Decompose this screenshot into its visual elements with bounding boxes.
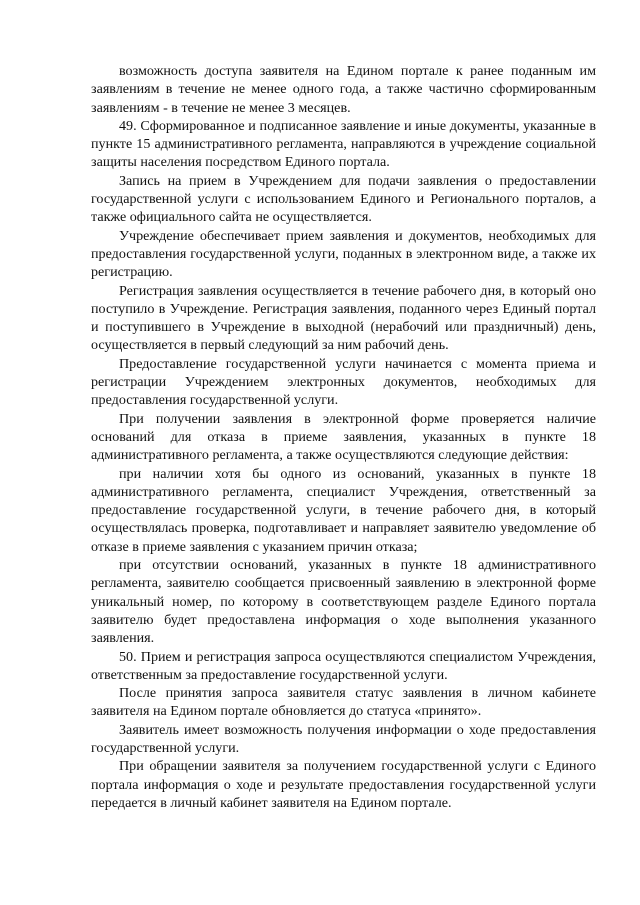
paragraph-refusal-case: при наличии хотя бы одного из оснований, указанных в пункте 18 административного регламента, специалист Учреждения, ответственный за предоставление государственной услуги, в течение рабочего дня, в который осуществлялась проверка, подготавливает и направляет заявителю уведомление об отказе в приеме заявления с указанием причин отказа; [91, 465, 596, 555]
paragraph-electronic-check: При получении заявления в электронной форме проверяется наличие оснований для отказа в приеме заявления, указанных в пункте 18 административного регламента, а также осуществляются следующие действия: [91, 410, 596, 464]
paragraph-registration: Регистрация заявления осуществляется в течение рабочего дня, в который оно поступило в Учреждение. Регистрация заявления, поданного через Единый портал и поступившего в Учреждение в выходной (нерабочий или праздничный) день, осуществляется в первый следующий за ним рабочий день. [91, 282, 596, 354]
paragraph-info-access: Заявитель имеет возможность получения информации о ходе предоставления государственной услуги. [91, 721, 596, 756]
paragraph-item-49: 49. Сформированное и подписанное заявление и иные документы, указанные в пункте 15 административного регламента, направляются в учреждение социальной защиты населения посредством Единого портала. [91, 117, 596, 171]
paragraph-service-start: Предоставление государственной услуги начинается с момента приема и регистрации Учреждением электронных документов, необходимых для предоставления государственной услуги. [91, 355, 596, 409]
paragraph-acceptance: Учреждение обеспечивает прием заявления и документов, необходимых для предоставления государственной услуги, поданных в электронном виде, а также их регистрацию. [91, 227, 596, 281]
paragraph-acceptance-case: при отсутствии оснований, указанных в пункте 18 административного регламента, заявителю сообщается присвоенный заявлению в электронной форме уникальный номер, по которому в соответствующем разделе Единого портала заявителю будет предоставлена информация о ходе выполнения указанного заявления. [91, 557, 596, 647]
paragraph-access-continuation: возможность доступа заявителя на Едином портале к ранее поданным им заявлениям в течение не менее одного года, а также частично сформированным заявлениям - в течение не менее 3 месяцев. [91, 63, 596, 116]
paragraph-appointment: Запись на прием в Учреждением для подачи заявления о предоставлении государственной услуги с использованием Единого и Регионального порталов, а также официального сайта не осуществляется. [91, 172, 596, 226]
paragraph-status-update: После принятия запроса заявителя статус заявления в личном кабинете заявителя на Едином портале обновляется до статуса «принято». [91, 685, 596, 720]
paragraph-item-50: 50. Прием и регистрация запроса осуществляются специалистом Учреждения, ответственным за предоставление государственной услуги. [91, 648, 596, 683]
paragraph-progress-result: При обращении заявителя за получением государственной услуги с Единого портала информация о ходе и результате предоставления государственной услуги передается в личный кабинет заявителя на Едином портале. [91, 758, 596, 811]
document-page [91, 62, 596, 812]
